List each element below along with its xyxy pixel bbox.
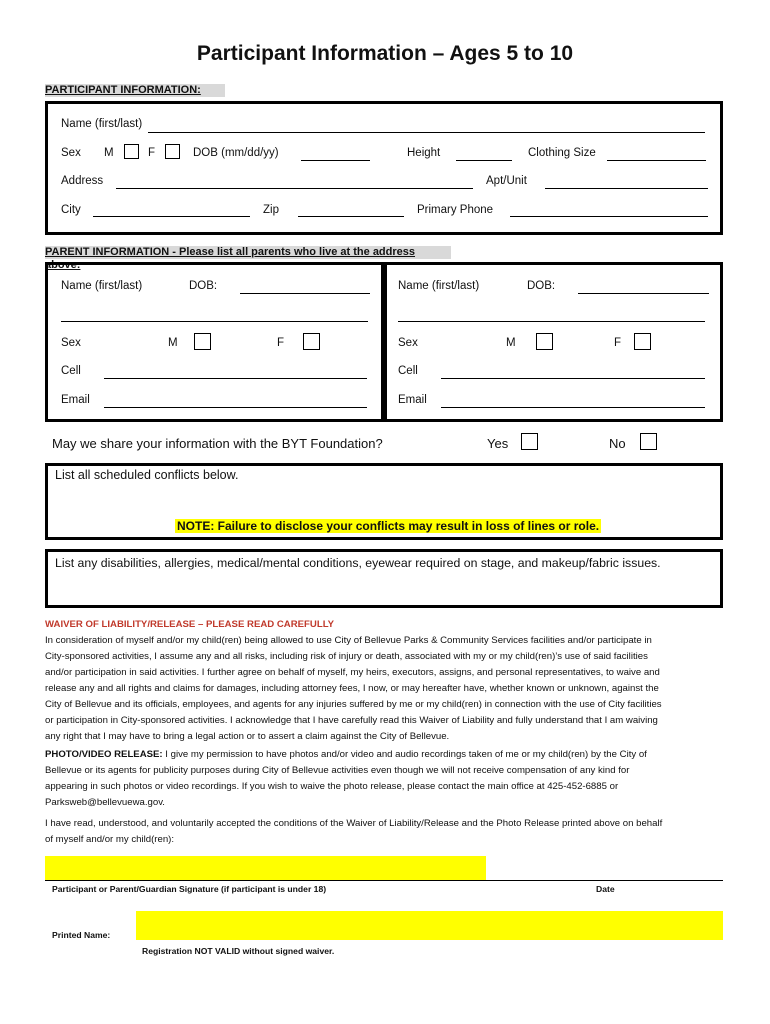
participant-sex-f-label: F [148, 147, 156, 159]
date-label: Date [596, 884, 615, 894]
share-question: May we share your information with the BYT Foundation? [52, 436, 383, 451]
parent-2-email-label: Email [398, 394, 427, 406]
participant-phone-label: Primary Phone [417, 204, 494, 216]
waiver-heading: WAIVER OF LIABILITY/RELEASE – PLEASE READ CAREFULLY [45, 619, 335, 630]
parent-1-dob-label: DOB: [189, 280, 218, 292]
parent-2-cell-label: Cell [398, 365, 418, 377]
participant-clothing-label: Clothing Size [528, 147, 596, 159]
parent-2-dob-field[interactable] [578, 293, 709, 294]
participant-address-label: Address [61, 175, 104, 187]
share-no-label: No [609, 436, 626, 451]
photo-release-line: Parksweb@bellevuewa.gov. [45, 797, 165, 808]
participant-zip-field[interactable] [298, 216, 404, 217]
invalid-note: Registration NOT VALID without signed waiver. [142, 946, 335, 956]
signature-field[interactable] [45, 856, 486, 880]
disabilities-label: List any disabilities, allergies, medical/mental conditions, eyewear required on stage, and makeup/fabric issues. [55, 556, 661, 570]
parent-2-name-field[interactable] [398, 321, 705, 322]
participant-address-field[interactable] [116, 188, 473, 189]
parent-1-cell-label: Cell [61, 365, 81, 377]
parent-2-dob-label: DOB: [527, 280, 556, 292]
parent-1-cell-field[interactable] [104, 378, 367, 379]
participant-phone-field[interactable] [510, 216, 708, 217]
participant-dob-field[interactable] [301, 160, 370, 161]
parent-2-sex-f-checkbox[interactable] [634, 333, 651, 350]
participant-city-label: City [61, 204, 81, 216]
waiver-line: or participation in City-sponsored activities. I acknowledge that I have carefully read this Waiver of Liability and fully understand that I am waiving [45, 715, 658, 726]
share-yes-label: Yes [487, 436, 509, 451]
parent-2-name-label: Name (first/last) [398, 280, 480, 292]
waiver-line: release any and all rights and claims for damages, including attorney fees, I now, or may hereafter have, whether known or unknown, against the [45, 683, 659, 694]
parent-1-sex-m-checkbox[interactable] [194, 333, 211, 350]
photo-release-line: appearing in such photos or video recordings. If you wish to waive the photo release, please contact the main office at 425-452-6885 or [45, 781, 619, 792]
participant-name-field[interactable] [148, 132, 705, 133]
participant-zip-label: Zip [263, 204, 279, 216]
parent-1-sex-m-label: M [168, 337, 178, 349]
accept-line: of myself and/or my child(ren): [45, 834, 175, 845]
accept-line: I have read, understood, and voluntarily accepted the conditions of the Waiver of Liability/Release and the Photo Release printed above on behalf [45, 818, 663, 829]
participant-height-field[interactable] [456, 160, 512, 161]
waiver-line: City of Bellevue and its officials, employees, and agents for any injuries suffered by me or my child(ren) in connection with the use of City facilities [45, 699, 662, 710]
parent-1-sex-f-checkbox[interactable] [303, 333, 320, 350]
participant-name-label: Name (first/last) [61, 118, 143, 130]
signature-label: Participant or Parent/Guardian Signature (if participant is under 18) [52, 884, 327, 894]
parent-2-sex-m-label: M [506, 337, 516, 349]
parent-1-sex-label: Sex [61, 337, 81, 349]
page-title: Participant Information – Ages 5 to 10 [196, 42, 574, 65]
waiver-text [45, 633, 735, 745]
conflicts-note: NOTE: Failure to disclose your conflicts may result in loss of lines or role. [177, 519, 600, 533]
participant-sex-m-checkbox[interactable] [124, 144, 139, 159]
waiver-line: any right that I may have to bring a legal action or to assert a claim against the City of Bellevue. [45, 731, 450, 742]
parent-1-name-label: Name (first/last) [61, 280, 143, 292]
participant-box [45, 101, 723, 235]
accept-text [45, 816, 735, 848]
participant-clothing-field[interactable] [607, 160, 706, 161]
signature-line [45, 880, 723, 881]
parent-2-email-field[interactable] [441, 407, 705, 408]
parent-section-header: PARENT INFORMATION - Please list all parents who live at the address above: [45, 246, 451, 259]
parent-2-sex-label: Sex [398, 337, 418, 349]
participant-apt-field[interactable] [545, 188, 708, 189]
parent-2-sex-m-checkbox[interactable] [536, 333, 553, 350]
photo-release-text [45, 747, 735, 811]
printed-name-field[interactable] [136, 911, 723, 940]
printed-name-label: Printed Name: [52, 930, 111, 940]
participant-dob-label: DOB (mm/dd/yy) [193, 147, 279, 159]
parent-1-sex-f-label: F [277, 337, 285, 349]
parent-1-name-field[interactable] [61, 321, 368, 322]
parent-1-email-field[interactable] [104, 407, 367, 408]
participant-section-header: PARTICIPANT INFORMATION: [45, 84, 225, 97]
parent-2-sex-f-label: F [614, 337, 622, 349]
photo-release-line: I give my permission to have photos and/or video and audio recordings taken of me or my child(ren) by the City of [162, 749, 647, 760]
share-yes-checkbox[interactable] [521, 433, 538, 450]
waiver-line: and/or participation in said activities. I further agree on behalf of myself, my heirs, executors, assigns, and personal representatives, to waive and [45, 667, 660, 678]
conflicts-label: List all scheduled conflicts below. [55, 468, 239, 482]
participant-sex-f-checkbox[interactable] [165, 144, 180, 159]
photo-release-line: Bellevue or its agents for publicity purposes during City of Bellevue activities even though we will not receive compensation of any kind for [45, 765, 630, 776]
participant-apt-label: Apt/Unit [486, 175, 527, 187]
waiver-line: City-sponsored activities, I assume any and all risks, including risk of injury or death, associated with my or my child(ren)’s use of said facilities [45, 651, 648, 662]
participant-sex-m-label: M [104, 147, 114, 159]
photo-release-heading: PHOTO/VIDEO RELEASE: [45, 749, 163, 760]
parent-2-cell-field[interactable] [441, 378, 705, 379]
parent-1-email-label: Email [61, 394, 90, 406]
participant-sex-label: Sex [61, 147, 81, 159]
parent-1-dob-field[interactable] [240, 293, 370, 294]
waiver-line: In consideration of myself and/or my child(ren) being allowed to use City of Bellevue Parks & Community Services facilities and/or participate in [45, 635, 652, 646]
participant-city-field[interactable] [93, 216, 250, 217]
share-no-checkbox[interactable] [640, 433, 657, 450]
participant-height-label: Height [407, 147, 441, 159]
